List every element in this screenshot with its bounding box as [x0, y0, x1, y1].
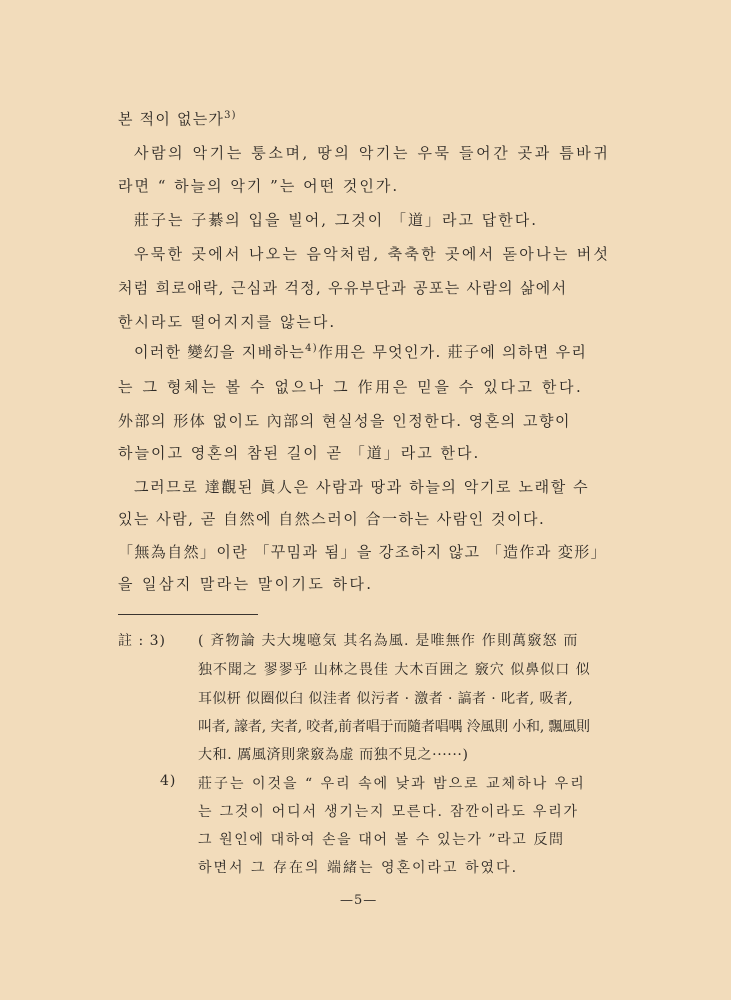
footnote-4-label: 4) [160, 773, 177, 789]
body-line-4: 莊子는 子綦의 입을 빌어, 그것이 「道」라고 답한다. [134, 211, 539, 229]
footnote-3-line-1: ( 斉物論 夫大塊噫気 其名為風. 是唯無作 作則萬竅怒 而 [198, 633, 579, 649]
footnote-4-line-3: 그 원인에 대하여 손을 대어 볼 수 있는가 ”라고 反問 [198, 832, 565, 848]
body-line-8 [134, 341, 587, 362]
body-line-11: 하늘이고 영혼의 참된 길이 곧 「道」라고 한다. [118, 444, 481, 462]
body-line-1 [118, 108, 237, 129]
body-line-9: 는 그 형체는 볼 수 없으나 그 作用은 믿을 수 있다고 한다. [118, 378, 584, 396]
body-line-10: 外部의 形体 없이도 內部의 현실성을 인정한다. 영혼의 고향이 [118, 412, 571, 430]
footnote-heading: 註 : 3) [118, 633, 166, 649]
body-line-13: 있는 사람, 곧 自然에 自然스러이 合一하는 사람인 것이다. [118, 510, 546, 528]
footnote-3-line-2: 独不聞之 翏翏乎 山林之畏佳 大木百囲之 竅穴 似鼻似口 似 [198, 662, 591, 678]
body-line-2: 사람의 악기는 퉁소며, 땅의 악기는 우묵 들어간 곳과 틈바귀 [134, 144, 611, 162]
footnote-ref-4: 4) [305, 343, 318, 354]
footnote-3-line-3: 耳似枅 似圈似臼 似洼者 似污者 · 激者 · 謞者 · 叱者, 吸者, [198, 691, 574, 707]
footnote-4-line-4: 하면서 그 存在의 端緒는 영혼이라고 하였다. [198, 860, 519, 876]
footnote-4-line-1: 莊子는 이것을 “ 우리 속에 낮과 밤으로 교체하나 우리 [198, 776, 586, 792]
body-line-12: 그러므로 達觀된 眞人은 사람과 땅과 하늘의 악기로 노래할 수 [134, 478, 590, 496]
body-line-8-text: 이러한 變幻을 지배하는 [134, 343, 306, 361]
body-line-7: 한시라도 떨어지지를 않는다. [118, 313, 337, 331]
footnote-3-line-4: 叫者, 譹者, 宎者, 咬者,前者唱于而隨者唱喁 泠風則 小和, 飄風則 [198, 719, 590, 735]
footnote-ref-3: 3) [224, 110, 237, 121]
page-number: —5— [340, 893, 378, 908]
body-line-1-text: 본 적이 없는가 [118, 110, 225, 128]
body-line-15: 을 일삼지 말라는 말이기도 하다. [118, 575, 374, 593]
body-line-3: 라면 “ 하늘의 악기 ”는 어떤 것인가. [118, 177, 400, 195]
footnote-divider [118, 614, 258, 615]
body-line-5: 우묵한 곳에서 나오는 음악처럼, 축축한 곳에서 돋아나는 버섯 [134, 245, 611, 263]
body-line-14: 「無為自然」이란 「꾸밈과 됨」을 강조하지 않고 「造作과 変形」 [118, 543, 608, 561]
body-line-8-rest: 作用은 무엇인가. 莊子에 의하면 우리 [317, 343, 588, 361]
body-line-6: 처럼 희로애락, 근심과 걱정, 우유부단과 공포는 사람의 삶에서 [118, 279, 568, 297]
footnote-4-line-2: 는 그것이 어디서 생기는지 모른다. 잠깐이라도 우리가 [198, 804, 579, 820]
footnote-3-line-5: 大和. 厲風済則衆竅為虚 而独不見之······) [198, 747, 469, 763]
